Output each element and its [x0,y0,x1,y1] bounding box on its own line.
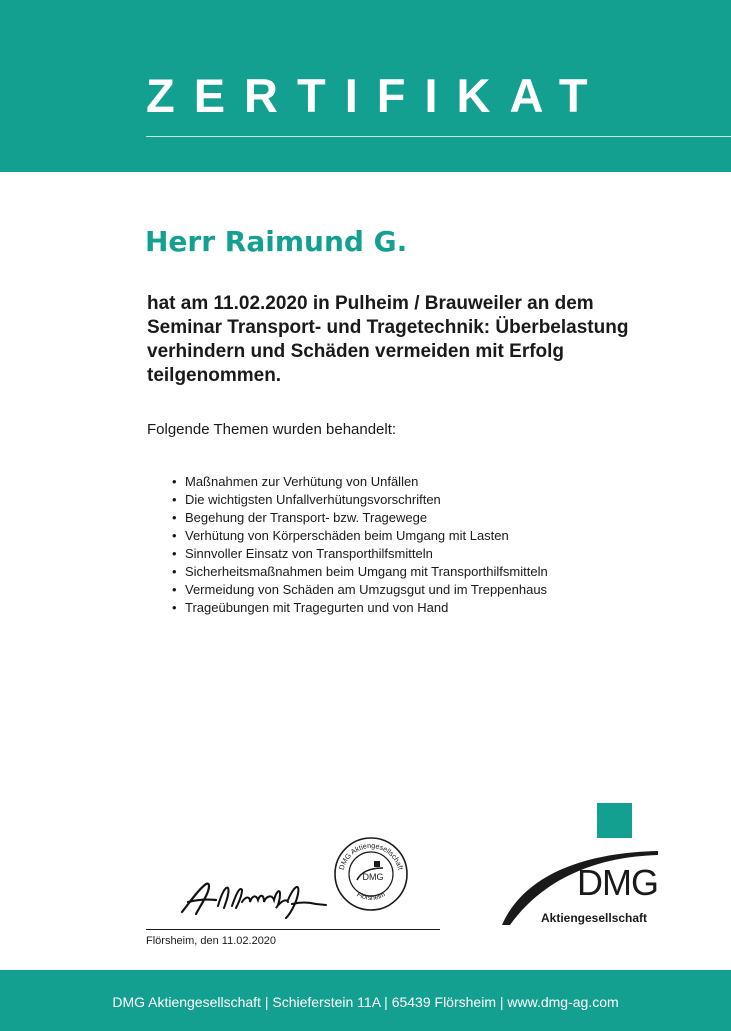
certificate-title: ZERTIFIKAT [146,69,607,122]
svg-text:Flörsheim [355,891,386,902]
logo-wordmark: DMG [577,862,658,903]
topic-item: • Maßnahmen zur Verhütung von Unfällen [172,473,548,491]
signature-line [146,929,440,930]
place-and-date: Flörsheim, den 11.02.2020 [146,935,277,947]
header-divider [146,136,731,137]
seal-top-text: DMG Aktiengesellschaft [336,840,406,871]
logo-subtitle: Aktiengesellschaft [541,911,648,925]
company-logo [500,803,660,928]
company-seal [333,836,409,912]
topic-item: • Die wichtigsten Unfallverhütungsvorschriften [172,491,548,509]
seal-bottom-text: Flörsheim [355,891,387,903]
handwritten-signature [176,872,331,922]
topic-item: • Trageübungen mit Tragegurten und von Hand [172,599,548,617]
seal-logo-square [374,861,380,867]
topics-list [172,473,548,617]
topic-item: • Sinnvoller Einsatz von Transporthilfsmitteln [172,545,548,563]
seal-center-text: DMG [362,872,384,882]
certificate-header [0,0,731,172]
participation-statement: hat am 11.02.2020 in Pulheim / Brauweiler an dem Seminar Transport- und Tragetechnik: Überbelastung verhindern und Schäden vermeiden mit Erfolg teilgenommen. [147,293,629,386]
topic-item: • Begehung der Transport- bzw. Tragewege [172,509,548,527]
topics-intro: Folgende Themen wurden behandelt: [147,421,397,438]
svg-text:DMG Aktiengesellschaft [337,841,405,871]
topic-item: • Vermeidung von Schäden am Umzugsgut und im Treppenhaus [172,581,548,599]
footer-contact: DMG Aktiengesellschaft | Schieferstein 11A | 65439 Flörsheim | www.dmg-ag.com [112,994,619,1010]
topic-item: • Verhütung von Körperschäden beim Umgang mit Lasten [172,527,548,545]
topic-item: • Sicherheitsmaßnahmen beim Umgang mit Transporthilfsmitteln [172,563,548,581]
footer-bar [0,970,731,1031]
recipient-name: Herr Raimund G. [145,225,408,258]
